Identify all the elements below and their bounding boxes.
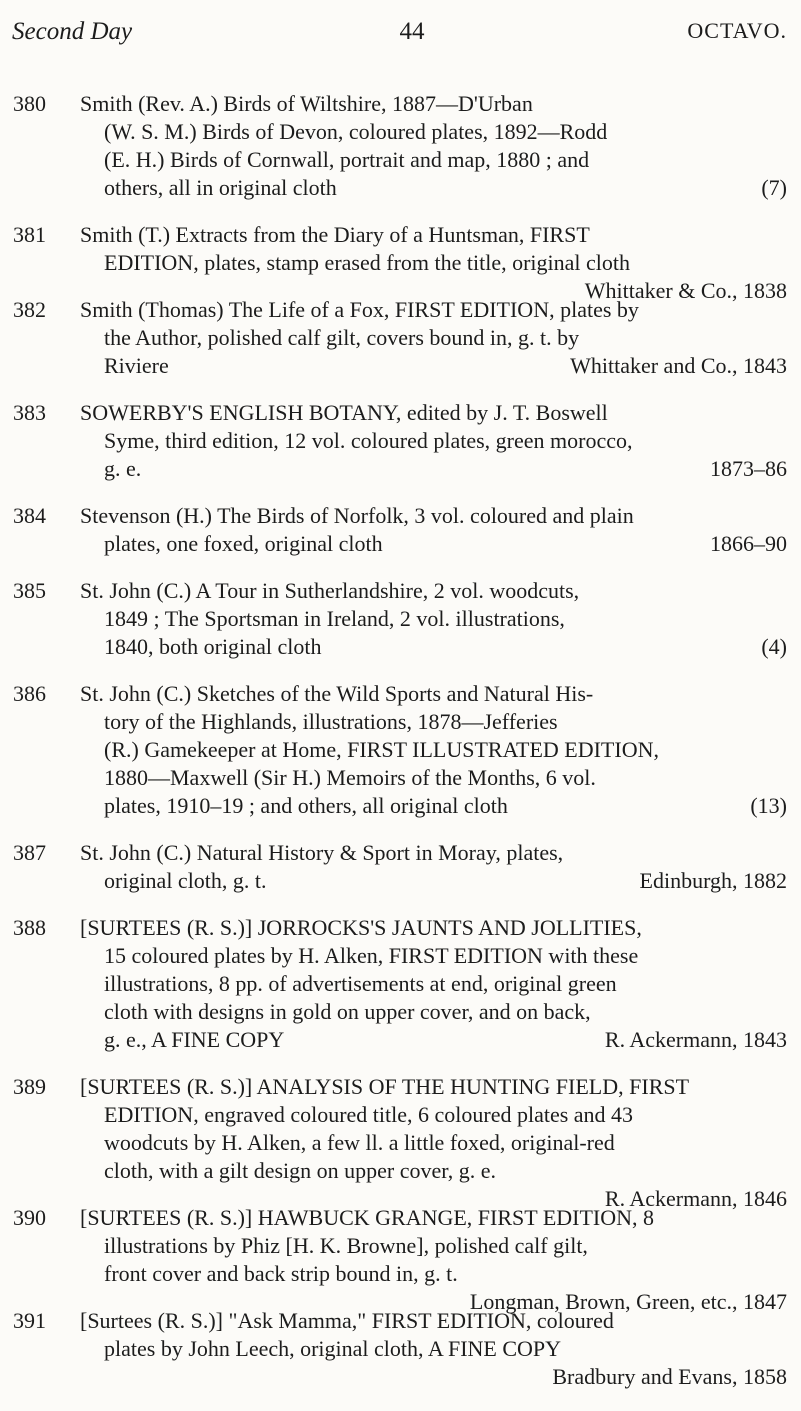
description-line: 15 coloured plates by H. Alken, FIRST EDITION with these xyxy=(104,943,639,968)
lot-description xyxy=(80,90,787,202)
lot-description xyxy=(80,502,787,558)
description-line: EDITION, plates, stamp erased from the title, original cloth xyxy=(104,250,631,275)
lot-description xyxy=(80,399,787,483)
description-line: (R.) Gamekeeper at Home, FIRST ILLUSTRATED EDITION, xyxy=(104,737,659,762)
lot-imprint: Longman, Brown, Green, etc., 1847 xyxy=(469,1289,787,1314)
lot-description xyxy=(80,1307,787,1389)
description-line: plates, one foxed, original cloth 1866–90 xyxy=(104,531,787,556)
description-line: front cover and back strip bound in, g. t. xyxy=(104,1261,458,1286)
description-line: tory of the Highlands, illustrations, 1878—Jefferies xyxy=(104,709,558,734)
lot-entry xyxy=(0,577,801,661)
description-line: illustrations by Phiz [H. K. Browne], polished calf gilt, xyxy=(104,1233,588,1258)
description-line: St. John (C.) A Tour in Sutherlandshire, 2 vol. woodcuts, xyxy=(80,578,580,603)
lot-imprint: Edinburgh, 1882 xyxy=(639,868,787,893)
description-line: the Author, polished calf gilt, covers bound in, g. t. by xyxy=(104,325,580,350)
description-line: 1840, both original cloth (4) xyxy=(104,634,787,659)
description-line: [SURTEES (R. S.)] HAWBUCK GRANGE, FIRST EDITION, 8 xyxy=(80,1205,655,1230)
lot-description xyxy=(80,914,787,1054)
lot-number: 380 xyxy=(13,91,46,116)
description-line: 1880—Maxwell (Sir H.) Memoirs of the Months, 6 vol. xyxy=(104,765,596,790)
lot-number: 383 xyxy=(13,400,46,425)
lot-entry xyxy=(0,914,801,1054)
lot-description xyxy=(80,839,787,895)
page-header xyxy=(12,18,787,58)
description-line: [SURTEES (R. S.)] JORROCKS'S JAUNTS AND JOLLITIES, xyxy=(80,915,642,940)
description-line: Smith (T.) Extracts from the Diary of a Huntsman, FIRST xyxy=(80,222,590,247)
lot-number: 390 xyxy=(13,1205,46,1230)
lot-imprint: Whittaker & Co., 1838 xyxy=(584,278,787,303)
description-line: [Surtees (R. S.)] "Ask Mamma," FIRST EDITION, coloured xyxy=(80,1308,614,1333)
lot-entry xyxy=(0,221,801,303)
description-line: (W. S. M.) Birds of Devon, coloured plates, 1892—Rodd xyxy=(104,119,608,144)
description-line: original cloth, g. t. Edinburgh, 1882 xyxy=(104,868,787,893)
description-line: Stevenson (H.) The Birds of Norfolk, 3 vol. coloured and plain xyxy=(80,503,634,528)
lot-imprint: R. Ackermann, 1846 xyxy=(604,1186,787,1211)
description-line: [SURTEES (R. S.)] ANALYSIS OF THE HUNTING FIELD, FIRST xyxy=(80,1074,690,1099)
description-line: plates by John Leech, original cloth, A FINE COPY xyxy=(104,1336,562,1361)
lot-entry xyxy=(0,839,801,895)
lot-entry xyxy=(0,1204,801,1314)
description-line: woodcuts by H. Alken, a few ll. a little foxed, original-red xyxy=(104,1130,615,1155)
description-line: Smith (Rev. A.) Birds of Wiltshire, 1887—D'Urban xyxy=(80,91,533,116)
lot-entry xyxy=(0,502,801,558)
lot-quantity: (4) xyxy=(761,634,787,659)
lot-number: 386 xyxy=(13,681,46,706)
description-line: cloth with designs in gold on upper cover, and on back, xyxy=(104,999,591,1024)
description-line: cloth, with a gilt design on upper cover, g. e. xyxy=(104,1158,496,1183)
lot-entry xyxy=(0,1073,801,1211)
lot-imprint: Bradbury and Evans, 1858 xyxy=(552,1364,787,1389)
description-line: Smith (Thomas) The Life of a Fox, FIRST EDITION, plates by xyxy=(80,297,639,322)
lot-number: 382 xyxy=(13,297,46,322)
lot-date: 1873–86 xyxy=(710,456,787,481)
lot-description xyxy=(80,577,787,661)
description-line: g. e., A FINE COPY R. Ackermann, 1843 xyxy=(104,1027,787,1052)
description-line: others, all in original cloth (7) xyxy=(104,175,787,200)
description-line: (E. H.) Birds of Cornwall, portrait and map, 1880 ; and xyxy=(104,147,590,172)
lot-number: 381 xyxy=(13,222,46,247)
lot-imprint: R. Ackermann, 1843 xyxy=(604,1027,787,1052)
description-line: SOWERBY'S ENGLISH BOTANY, edited by J. T. Boswell xyxy=(80,400,608,425)
lot-entry xyxy=(0,296,801,380)
lot-entry xyxy=(0,1307,801,1389)
lot-quantity: (7) xyxy=(761,175,787,200)
lot-quantity: (13) xyxy=(750,793,787,818)
lot-number: 391 xyxy=(13,1308,46,1333)
lot-number: 388 xyxy=(13,915,46,940)
page-number: 44 xyxy=(399,18,425,45)
lot-date: 1866–90 xyxy=(710,531,787,556)
format-label: OCTAVO. xyxy=(687,18,787,43)
description-line: plates, 1910–19 ; and others, all original cloth (13) xyxy=(104,793,787,818)
lot-description xyxy=(80,1204,787,1314)
lot-description xyxy=(80,1073,787,1211)
lot-entry xyxy=(0,680,801,820)
lot-entry xyxy=(0,399,801,483)
description-line: 1849 ; The Sportsman in Ireland, 2 vol. illustrations, xyxy=(104,606,565,631)
lot-list xyxy=(0,90,801,1391)
section-title: Second Day xyxy=(12,18,133,45)
description-line: St. John (C.) Natural History & Sport in Moray, plates, xyxy=(80,840,564,865)
lot-number: 387 xyxy=(13,840,46,865)
description-line: EDITION, engraved coloured title, 6 coloured plates and 43 xyxy=(104,1102,634,1127)
lot-description xyxy=(80,296,787,380)
description-line: illustrations, 8 pp. of advertisements at end, original green xyxy=(104,971,617,996)
description-line: Riviere Whittaker and Co., 1843 xyxy=(104,353,787,378)
description-line: g. e. 1873–86 xyxy=(104,456,787,481)
lot-description xyxy=(80,680,787,820)
lot-imprint: Whittaker and Co., 1843 xyxy=(570,353,787,378)
lot-number: 385 xyxy=(13,578,46,603)
description-line: St. John (C.) Sketches of the Wild Sports and Natural His- xyxy=(80,681,594,706)
description-line: Syme, third edition, 12 vol. coloured plates, green morocco, xyxy=(104,428,633,453)
lot-number: 384 xyxy=(13,503,46,528)
lot-description xyxy=(80,221,787,303)
lot-number: 389 xyxy=(13,1074,46,1099)
lot-entry xyxy=(0,90,801,202)
